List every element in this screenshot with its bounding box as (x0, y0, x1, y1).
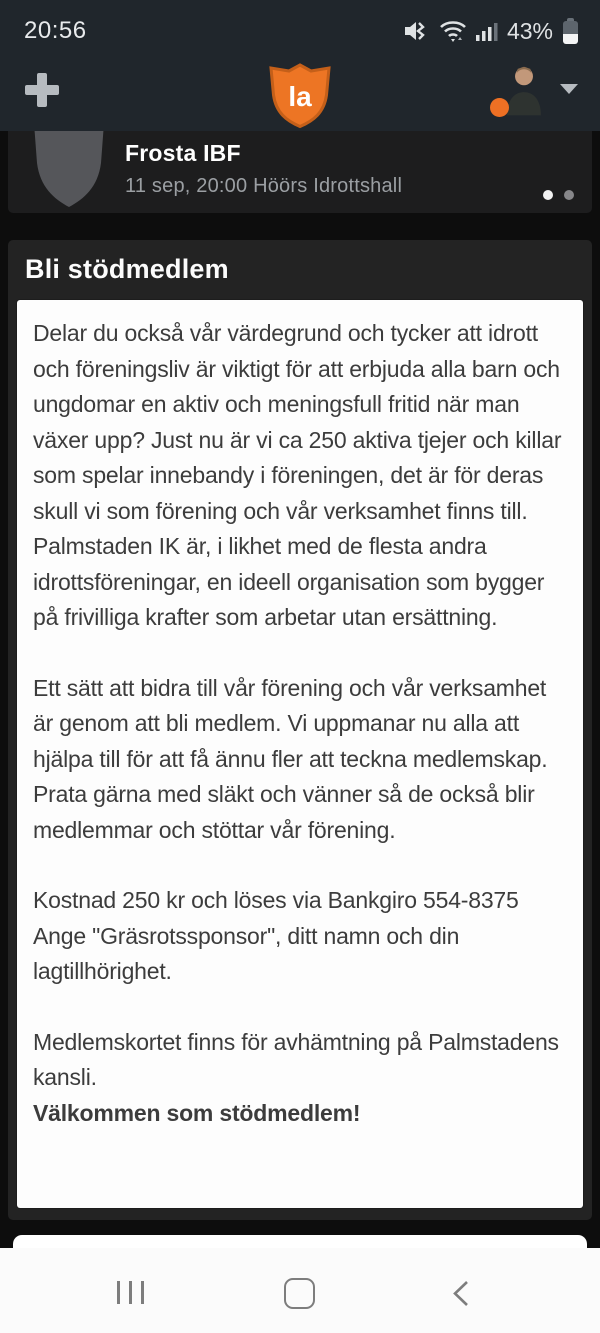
app-toolbar (0, 56, 600, 131)
logo-text: la (288, 81, 312, 112)
opponent-name: Frosta IBF (125, 140, 241, 166)
paragraph: Ett sätt att bidra till vår förening och vår verksamhet är genom att bli medlem. Vi uppmanar nu alla att hjälpa till för att få ännu fler att teckna medlemskap. Prata gärna med släkt och vänner så de också blir medlemmar och stöttar vår förening. (33, 674, 548, 843)
carousel-pagination[interactable] (543, 190, 574, 200)
back-icon[interactable] (451, 1280, 471, 1307)
presence-dot (490, 98, 509, 117)
clock: 20:56 (24, 17, 87, 44)
support-member-content (17, 300, 583, 1208)
wifi-icon (439, 18, 467, 44)
chevron-down-icon (560, 84, 578, 94)
battery-percent: 43% (506, 17, 553, 44)
app-logo-shield[interactable] (266, 63, 334, 129)
add-button[interactable] (25, 73, 59, 107)
welcome-line: Välkommen som stödmedlem! (33, 1099, 361, 1126)
match-card[interactable] (8, 131, 592, 213)
recents-icon[interactable] (117, 1281, 144, 1304)
mute-vibrate-icon (404, 18, 431, 44)
user-avatar (505, 64, 543, 116)
battery-icon (563, 18, 578, 44)
status-icons (404, 18, 578, 45)
android-nav-bar (0, 1248, 600, 1333)
paragraph: Kostnad 250 kr och löses via Bankgiro 554-8375 Ange "Gräsrotssponsor", ditt namn och din lagtillhörighet. (33, 887, 519, 984)
app-header (0, 0, 600, 131)
paragraph: Medlemskortet finns för avhämtning på Palmstadens kansli. (33, 1028, 559, 1090)
status-bar (0, 0, 600, 56)
pagination-dot[interactable] (564, 190, 574, 200)
home-icon[interactable] (284, 1278, 315, 1309)
support-member-card (8, 240, 592, 1220)
paragraph: Delar du också vår värdegrund och tycker att idrott och föreningsliv är viktigt för att erbjuda alla barn och ungdomar en aktiv och meningsfull fritid när man växer upp? Just nu är vi ca 250 aktiva tjejer och killar som spelar innebandy i föreningen, det är för deras skull vi som förening och vår verksamhet finns till. Palmstaden IK är, i likhet med de flesta andra idrottsföreningar, en ideell organisation som bygger på frivilliga krafter som arbetar utan ersättning. (33, 320, 562, 630)
signal-strength-icon (475, 18, 499, 44)
section-title: Bli stödmedlem (25, 254, 229, 284)
match-info (125, 140, 402, 198)
team-shield-icon (28, 131, 110, 213)
profile-menu[interactable] (490, 64, 582, 126)
pagination-dot-active[interactable] (543, 190, 553, 200)
match-datetime-venue: 11 sep, 20:00 Höörs Idrottshall (125, 175, 403, 197)
